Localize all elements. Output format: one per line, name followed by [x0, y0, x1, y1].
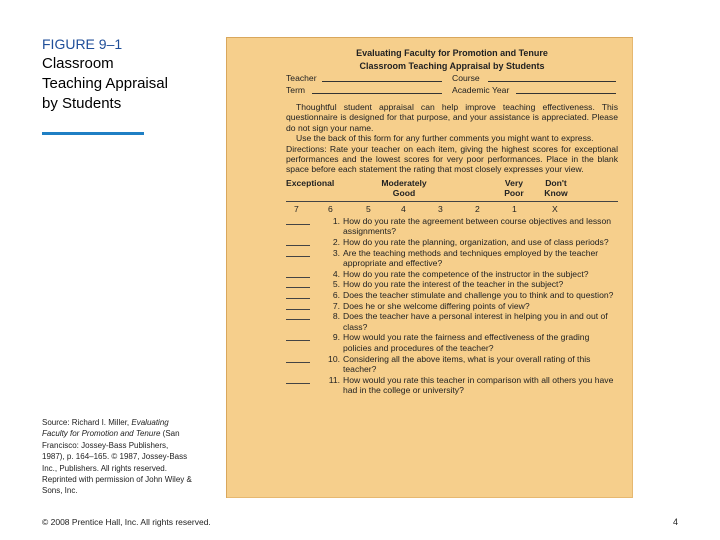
term-label: Term	[286, 85, 306, 95]
scale-value: 4	[401, 203, 406, 214]
scale-moderately-good: Moderately Good	[381, 177, 427, 198]
scale-dont-know: Don't Know	[544, 177, 568, 198]
comments-note: Use the back of this form for any further comments you might want to express.	[296, 133, 594, 144]
question-text: How would you rate the fairness and effectiveness of the grading policies and procedures of the teacher?	[343, 332, 590, 353]
figure-label: FIGURE 9–1	[42, 36, 123, 52]
rating-scale-values	[286, 201, 618, 214]
rating-blank[interactable]	[286, 383, 310, 384]
page-number: 4	[673, 517, 679, 527]
title-underline	[42, 132, 144, 135]
question-item	[286, 311, 618, 332]
rating-blank[interactable]	[286, 256, 310, 257]
rating-blank[interactable]	[286, 362, 310, 363]
rating-scale-header	[286, 178, 618, 200]
scale-value: 2	[475, 203, 480, 214]
question-item	[286, 301, 618, 312]
copyright-notice: © 2008 Prentice Hall, Inc. All rights reserved.	[42, 517, 211, 527]
question-item	[286, 354, 618, 375]
question-item	[286, 216, 618, 237]
question-number: 4.	[332, 268, 340, 279]
question-text: Does he or she welcome differing points of view?	[343, 300, 530, 311]
source-book-title: Evaluating Faculty for Promotion and Tenure	[42, 418, 169, 439]
question-item	[286, 237, 618, 248]
scale-value: 6	[328, 203, 333, 214]
rating-blank[interactable]	[286, 319, 310, 320]
term-field[interactable]	[312, 85, 442, 94]
form-title-line1: Evaluating Faculty for Promotion and Tenure	[356, 48, 548, 58]
question-text: How do you rate the interest of the teacher in the subject?	[343, 279, 564, 290]
scale-value: 1	[512, 203, 517, 214]
course-field[interactable]	[488, 73, 616, 82]
teacher-course-row	[286, 73, 618, 85]
question-number: 6.	[332, 290, 340, 300]
question-text: Does the teacher stimulate and challenge you to think and to question?	[343, 290, 614, 300]
source-citation	[42, 417, 192, 497]
question-number: 2.	[332, 237, 340, 248]
question-text: Considering all the above items, what is your overall rating of this teacher?	[343, 353, 591, 375]
question-number: 5.	[332, 279, 340, 290]
question-item	[286, 332, 618, 353]
scale-value: X	[552, 203, 558, 214]
question-number: 8.	[332, 311, 340, 322]
appraisal-form	[226, 37, 633, 498]
question-text: Are the teaching methods and techniques employed by the teacher appropriate and effective?	[343, 247, 599, 269]
question-number: 11.	[328, 374, 340, 385]
question-text: How do you rate the agreement between course objectives and lesson assignments?	[343, 215, 612, 237]
rating-blank[interactable]	[286, 298, 310, 299]
teacher-field[interactable]	[322, 73, 442, 82]
source-suffix: (San Francisco: Jossey-Bass Publishers, 1987), p. 164–165. © 1987, Jossey-Bass Inc., Publishers. All rights reserved. Reprinted with permission of John Wiley & Sons, Inc.	[42, 429, 192, 496]
rating-blank[interactable]	[286, 340, 310, 341]
teacher-label: Teacher	[286, 73, 317, 83]
scale-value: 7	[294, 203, 299, 214]
rating-blank[interactable]	[286, 287, 310, 288]
question-item	[286, 375, 618, 396]
question-number: 9.	[332, 332, 340, 343]
question-number: 1.	[332, 215, 340, 226]
form-heading	[286, 47, 618, 73]
rating-blank[interactable]	[286, 224, 310, 225]
form-instructions	[286, 102, 618, 175]
question-number: 7.	[332, 300, 340, 311]
scale-value: 5	[366, 203, 371, 214]
rating-blank[interactable]	[286, 245, 310, 246]
question-item	[286, 248, 618, 269]
question-item	[286, 279, 618, 290]
rating-blank[interactable]	[286, 309, 310, 310]
directions-text: Directions: Rate your teacher on each item, giving the highest scores for exceptional performances and the lowest scores for very poor performances. Place in the blank space before each statement the rating that most closely expresses your view.	[286, 143, 618, 175]
academic-year-label: Academic Year	[452, 85, 510, 95]
term-year-row	[286, 85, 618, 97]
scale-value: 3	[438, 203, 443, 214]
figure-title: Classroom Teaching Appraisal by Students	[42, 55, 168, 112]
source-prefix: Source: Richard I. Miller,	[42, 418, 132, 427]
scale-exceptional: Exceptional	[286, 177, 335, 188]
question-text: How do you rate the competence of the instructor in the subject?	[343, 268, 589, 279]
rating-blank[interactable]	[286, 277, 310, 278]
question-list	[286, 216, 618, 396]
academic-year-field[interactable]	[516, 85, 616, 94]
intro-paragraph: Thoughtful student appraisal can help improve teaching effectiveness. This questionnaire is designed for that purpose, and your assistance is appreciated. Please do not sign your name.	[286, 102, 618, 133]
question-number: 10.	[328, 353, 340, 364]
scale-very-poor: Very Poor	[504, 177, 524, 198]
question-number: 3.	[332, 247, 340, 258]
question-item	[286, 269, 618, 280]
form-title-line2: Classroom Teaching Appraisal by Students	[359, 61, 545, 71]
course-label: Course	[452, 73, 480, 83]
question-text: How do you rate the planning, organization, and use of class periods?	[343, 237, 609, 248]
question-text: How would you rate this teacher in comparison with all others you have had in the college or university?	[343, 374, 614, 396]
question-item	[286, 290, 618, 301]
question-text: Does the teacher have a personal interest in helping you in and out of class?	[343, 311, 608, 332]
